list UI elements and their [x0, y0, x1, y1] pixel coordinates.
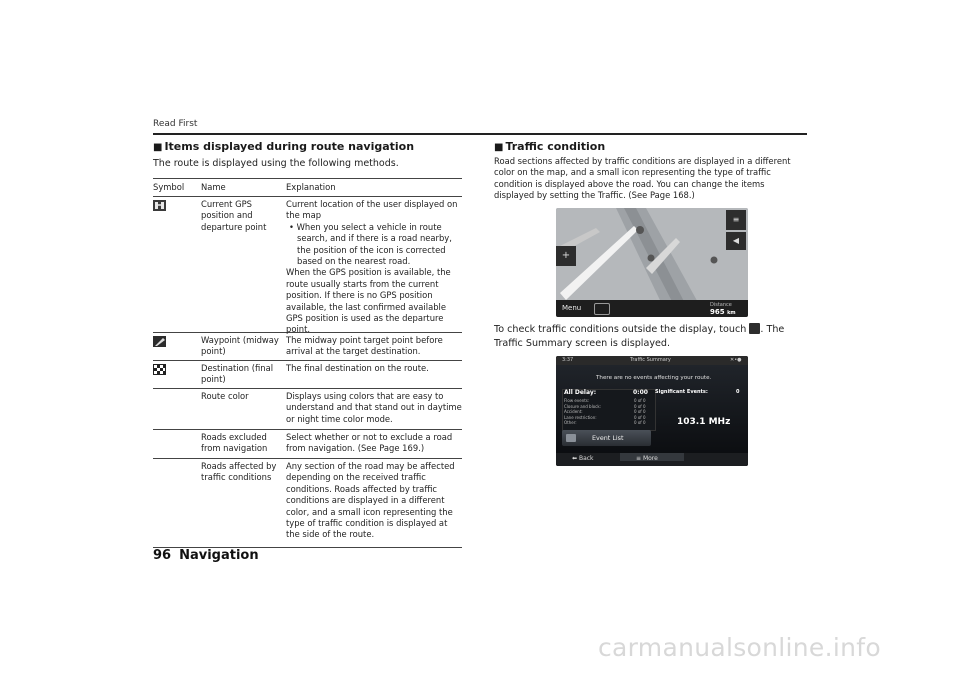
traffic-map-screenshot: [556, 208, 748, 317]
page-number: 96: [153, 548, 172, 563]
event-list-button[interactable]: [562, 430, 651, 446]
section-intro: The route is displayed using the following methods.: [153, 158, 399, 169]
symbol-cell: [153, 364, 199, 375]
name-cell: Waypoint (midway point): [201, 335, 279, 357]
all-delay-value: 0:00: [633, 389, 648, 396]
event-row: Other: 0 of 0: [564, 420, 646, 425]
event-counts: [564, 398, 650, 426]
more-button[interactable]: ≡ More: [636, 455, 658, 462]
table-header: [153, 178, 462, 197]
col-explanation: Explanation: [286, 182, 336, 192]
status-icons: ✕•●: [730, 357, 742, 363]
symbol-cell: [153, 200, 199, 211]
event-row: Lane restriction: 0 of 0: [564, 414, 646, 420]
name-cell: Current GPS position and departure point: [201, 199, 267, 232]
name-cell: Destination (final point): [201, 363, 274, 385]
table-row: [153, 333, 462, 361]
name-cell: Roads excluded from navigation: [201, 432, 268, 454]
col-name: Name: [201, 182, 226, 192]
summary-title: Traffic Summary: [630, 357, 671, 363]
name-cell: Route color: [201, 391, 249, 401]
page-footer: [153, 548, 259, 563]
radio-frequency: 103.1 MHz: [677, 417, 731, 427]
speaker-icon: ◀: [732, 236, 740, 245]
explanation-cell: The final destination on the route.: [286, 363, 429, 373]
route-items-table: [153, 178, 462, 548]
running-header: Read First: [153, 119, 198, 129]
summary-message: There are no events affecting your route.: [596, 375, 712, 381]
event-row: Closure and block: 0 of 0: [564, 403, 646, 409]
distance-readout: 965 km: [710, 308, 736, 316]
square-bullet-icon: ■: [494, 142, 504, 153]
traffic-button-icon: [749, 323, 760, 334]
back-arrow-icon: ⬅: [572, 455, 578, 462]
header-rule: [153, 133, 807, 135]
explanation-cell: [286, 199, 462, 336]
clock-time: 3:37: [562, 357, 574, 363]
back-button[interactable]: ⬅ Back: [572, 455, 594, 462]
symbol-cell: [153, 336, 199, 347]
event-row: Accident: 0 of 0: [564, 409, 646, 414]
more-icon: ≡: [636, 455, 642, 462]
significant-events-label: Significant Events:: [655, 389, 708, 395]
event-list-label: Event List: [592, 434, 624, 442]
table-row: [153, 389, 462, 430]
sound-button[interactable]: [726, 232, 746, 250]
watermark: carmanualsonline.info: [598, 633, 881, 662]
explanation-bullet: • When you select a vehicle in route search, and if there is a road nearby, the position of the icon is corrected based on the nearest road.: [289, 221, 452, 267]
plus-icon: +: [561, 250, 571, 261]
event-list-icon: [566, 434, 576, 442]
explanation-cell: The midway point target point before arrival at the target destination.: [286, 335, 443, 357]
traffic-description: Road sections affected by traffic conditions are displayed in a different color on the map, and a small icon representing the type of traffic condition is displayed above the road. You can change the items displayed by setting the Traffic. (See Page 168.): [494, 156, 791, 201]
all-delay-label: All Delay:: [564, 389, 597, 396]
table-row: [153, 430, 462, 459]
event-row: Flow events: 0 of 0: [564, 398, 646, 403]
explanation-text-2: When the GPS position is available, the route usually starts from the current position. If there is no GPS position available, the last confirmed available GPS position is used as the departure point.: [286, 267, 451, 335]
traffic-check-instruction: To check traffic conditions outside the display, touch . The Traffic Summary screen is displayed.: [494, 324, 785, 349]
distance-label: Distance: [710, 302, 732, 308]
traffic-icon: ≡: [732, 215, 740, 224]
table-row: [153, 459, 462, 548]
zoom-in-button[interactable]: [556, 246, 576, 266]
explanation-cell: Select whether or not to exclude a road from navigation. (See Page 169.): [286, 432, 453, 454]
section-name: Navigation: [179, 548, 259, 563]
square-bullet-icon: ■: [153, 142, 163, 153]
section-title-route-items: ■ Items displayed during route navigation: [153, 140, 415, 153]
explanation-text: Current location of the user displayed on the map: [286, 199, 458, 221]
traffic-summary-screenshot: [556, 356, 748, 466]
table-row: [153, 197, 462, 333]
checkered-flag-icon: [153, 364, 166, 375]
name-cell: Roads affected by traffic conditions: [201, 461, 277, 483]
explanation-cell: Any section of the road may be affected depending on the received traffic conditions. Roads affected by traffic conditions are displayed in a different color, and a small icon representing the type of traffic condition is displayed at the side of the route.: [286, 461, 455, 540]
traffic-button[interactable]: [726, 210, 746, 230]
map-view-icon[interactable]: [594, 303, 610, 315]
col-symbol: Symbol: [153, 182, 185, 192]
table-row: [153, 361, 462, 389]
explanation-cell: Displays using colors that are easy to understand and that stand out in daytime or night time color mode.: [286, 391, 462, 424]
menu-button[interactable]: Menu: [562, 304, 582, 312]
significant-events-value: 0: [736, 389, 740, 395]
section-title-traffic: ■ Traffic condition: [494, 140, 606, 153]
current-position-icon: [153, 200, 166, 211]
waypoint-flag-icon: [153, 336, 166, 347]
